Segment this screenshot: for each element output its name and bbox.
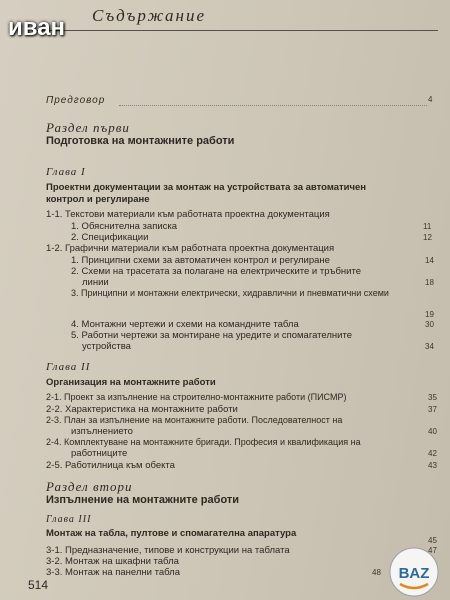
preface-page: 4 (428, 95, 433, 104)
toc-entry: 2-1. Проект за изпълнение на строително-монтажните работи (ПИСМР) (46, 392, 347, 402)
toc-page: 14 (425, 256, 434, 265)
chapter1-title-line2: контрол и регулиране (46, 194, 150, 205)
toc-entry: 3. Принципни и монтажни електрически, хидравлични и пневматични схеми (71, 288, 389, 298)
toc-entry: 2-3. План за изпълнение на монтажните работи. Последователност на (46, 415, 343, 425)
toc-entry: устройства (82, 341, 131, 352)
toc-entry: 1. Обяснителна записка (71, 221, 178, 232)
toc-entry: линии (82, 277, 109, 288)
title-rule (36, 30, 438, 31)
toc-page: 40 (428, 427, 437, 436)
part1-title: Подготовка на монтажните работи (46, 135, 235, 147)
preface-label: Предговор (46, 95, 106, 106)
toc-page: 47 (428, 546, 437, 555)
toc-page: 45 (428, 536, 437, 545)
toc-page: 43 (428, 461, 437, 470)
toc-page: 19 (425, 310, 434, 319)
toc-entry: 3-2. Монтаж на шкафни табла (46, 556, 179, 567)
chapter1-label: Глава I (46, 166, 86, 178)
toc-entry: 5. Работни чертежи за монтиране на уредите и спомагателните (71, 330, 352, 341)
chapter3-label: Глава III (46, 514, 92, 525)
toc-entry: 2-4. Комплектуване на монтажните бригади. Професия и квалификация на (46, 437, 361, 447)
toc-page: 48 (372, 568, 381, 577)
toc-entry: работниците (71, 448, 128, 459)
toc-entry: 3-3. Монтаж на панелни табла (46, 567, 180, 578)
toc-page: 37 (428, 405, 437, 414)
chapter2-label: Глава II (46, 361, 91, 373)
toc-entry: 2. Схеми на трасетата за полагане на електрическите и тръбните (71, 266, 361, 277)
toc-entry: 3-1. Предназначение, типове и конструкции на таблата (46, 545, 290, 556)
watermark-badge-icon (388, 546, 440, 598)
toc-entry: 4. Монтажни чертежи и схеми на командните табла (71, 319, 299, 330)
part2-label: Раздел втори (46, 479, 133, 494)
toc-entry: 1-1. Текстови материали към работната проектна документация (46, 209, 330, 220)
svg-text:BAZ: BAZ (398, 565, 430, 582)
toc-entry: 2-2. Характеристика на монтажните работи (46, 404, 238, 415)
toc-entry: 1-2. Графични материали към работната проектна документация (46, 243, 335, 254)
chapter1-title-line1: Проектни документации за монтаж на устройствата за автоматичен (46, 182, 367, 193)
preface-leader (119, 97, 427, 106)
toc-entry: 2-5. Работилница към обекта (46, 460, 175, 471)
toc-page: 12 (423, 233, 432, 242)
toc-page: 18 (425, 278, 434, 287)
chapter3-title: Монтаж на табла, пултове и спомагателна апаратура (46, 528, 297, 539)
chapter2-title: Организация на монтажните работи (46, 377, 216, 388)
toc-page: 42 (428, 449, 437, 458)
part1-label: Раздел първи (46, 120, 130, 135)
toc-page: 35 (428, 393, 437, 402)
contents-title: Съдържание (92, 6, 207, 25)
toc-page: 30 (425, 320, 434, 329)
page-number: 514 (28, 578, 49, 592)
watermark-brand: иван (8, 14, 66, 41)
toc-entry: 2. Спецификации (71, 232, 149, 243)
toc-page: 34 (425, 342, 434, 351)
toc-entry: изпълнението (71, 426, 133, 437)
toc-page: 11 (423, 222, 432, 231)
toc-entry: 1. Принципни схеми за автоматичен контрол и регулиране (71, 255, 330, 266)
part2-title: Изпълнение на монтажните работи (46, 494, 240, 506)
